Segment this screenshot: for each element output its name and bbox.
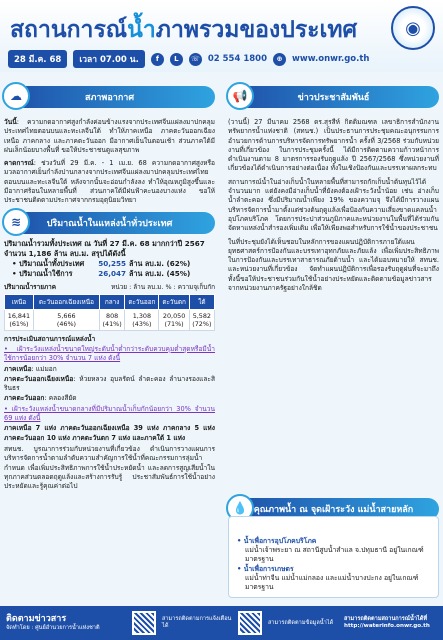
watch-large-link[interactable]: • เฝ้าระวังแหล่งน้ำขนาดใหญ่ระดับน้ำต่ำกว่าระดับควบคุมต่ำสุดหรือมีน้ำใช้การน้อยกว่า 30% จำนวน 7 แห่ง ดังนี้ — [4, 344, 215, 363]
megaphone-icon: 📢 — [226, 82, 254, 110]
total-line-2: จำนวน 1,186 ล้าน ลบ.ม. สรุปได้ดังนี้ — [4, 248, 126, 258]
cloud-sun-icon: ☁ — [2, 82, 30, 110]
header — [0, 0, 443, 72]
weather-heading: สภาพอากาศ — [84, 93, 135, 103]
right-column — [228, 86, 439, 293]
weather-today: วันนี้: ความกดอากาศสูงกำลังค่อนข้างแรงจากประเทศจีนแผ่ลงมาปกคลุมประเทศไทยตอนบนและทะเลจีนใต้ ทำให้ภาคเหนือ ภาคตะวันออกเฉียงเหนือ ภาคกลาง และภาคตะวันออก มีอากาศเย็นในตอนเช้า ส่วนภาคใต้มีฝนเล็กน้อยบางพื้นที่ ขอให้ประชาชนดูแลสุขภาพ — [4, 118, 215, 154]
scan-text-2: สามารถติดตามข้อมูลน้ำได้ — [268, 619, 334, 626]
water-quality-card — [228, 516, 439, 598]
news-paragraph-2: สถานการณ์น้ำในอ่างเก็บน้ำในหลายพื้นที่สามารถกักเก็บน้ำต้นทุนไว้ได้จำนวนมาก แต่ยังคงมีอ่างเก็บน้ำที่ยังคงต้องเฝ้าระวังน้ำน้อย เช่น อ่างเก็บน้ำลำตะคอง ซึ่งมีปริมาณน้ำเพียง 19% ของความจุ จึงได้มีการวางแผนบริหารจัดการน้ำมาตั้งแต่ช่วงต้นฤดูแล้งเพื่อป้องกันความเสี่ยงขาดแคลนน้ำอุปโภคบริโภค โดยการประปาส่วนภูมิภาคและหน่วยงานในพื้นที่ได้ร่วมกันจัดหาแหล่งน้ำสำรองเพิ่มเติม เพื่อให้เพียงพอสำหรับการใช้น้ำของประชาชน — [228, 177, 439, 233]
total-line-1: ปริมาณน้ำรวมทั้งประเทศ ณ วันที่ 27 มี.ค. 68 มากกว่าปี 2567 — [4, 238, 205, 248]
dam-icon: ≋ — [2, 208, 30, 236]
phone-icon: ☏ — [189, 53, 202, 66]
left-column — [4, 86, 215, 491]
phone-number[interactable]: 02 554 1800 — [207, 54, 267, 64]
facebook-icon[interactable]: f — [151, 53, 164, 66]
table-header-row: เหนือ ตะวันออกเฉียงเหนือ กลาง ตะวันออก ตะวันตก ใต้ — [5, 294, 215, 309]
consumption-text: แม่น้ำเจ้าพระยา ณ สถานีสูบน้ำสำแล จ.ปทุมธานี อยู่ในเกณฑ์มาตรฐาน — [245, 546, 424, 564]
footer-brand: ติดตามข่าวสาร จัดทำโดย : ศูนย์อำนวยการน้ำแห่งชาติ — [6, 614, 100, 631]
stat-row-total: • ปริมาณน้ำทั้งประเทศ 50,255 ล้าน ลบ.ม. (62%) — [12, 258, 191, 268]
line-icon[interactable]: L — [170, 53, 183, 66]
closing-text: สทนช. บูรณาการร่วมกับหน่วยงานที่เกี่ยวข้อง ดำเนินการวางแผนการบริหารจัดการน้ำตามลำดับความสำคัญการใช้น้ำที่คณะกรรมการลุ่มน้ำกำหนด เพื่อเพิ่มประสิทธิภาพการใช้น้ำประหยัดน้ำ และลดการสูญเสียน้ำในทุกภาคส่วนตลอดฤดูแล้งและสร้างการรับรู้ ประชาสัมพันธ์การใช้น้ำอย่างประหยัดและรู้คุณค่าต่อไป — [4, 444, 215, 491]
water-drop-icon: 💧 — [226, 494, 254, 522]
agriculture-label: • น้ำเพื่อการเกษตร — [237, 564, 294, 573]
table-row: 16,841 (61%) 5,666 (46%) 808 (41%) 1,308 (43%) 20,050 (71%) 5,582 (72%) — [5, 309, 215, 330]
regional-water-table — [4, 294, 215, 331]
watch-regions: ภาคเหนือ 7 แห่ง ภาคตะวันออกเฉียงเหนือ 39 แห่ง ภาคกลาง 5 แห่ง ภาคตะวันออก 10 แห่ง ภาคตะวันตก 7 แห่ง และภาคใต้ 1 แห่ง — [4, 424, 215, 442]
qr-code-icon[interactable] — [132, 611, 156, 635]
website-link[interactable]: www.onwr.go.th — [292, 54, 370, 64]
watch-north: ภาคเหนือ: แม่มอก — [4, 364, 57, 373]
page-title: สถานการณ์น้ำภาพรวมของประเทศ — [10, 17, 358, 43]
reservoir-banner — [4, 212, 215, 234]
news-paragraph-1: (วานนี้) 27 มีนาคม 2568 ดร.สุรสีห์ กิตติมณฑล เลขาธิการสำนักงานทรัพยากรน้ำแห่งชาติ (สทนช.) เป็นประธานการประชุมคณะอนุกรรมการอำนวยการด้านการบริหารจัดการทรัพยากรน้ำ ครั้งที่ 3/2568 ร่วมกับหน่วยงานที่เกี่ยวข้อง ในการประชุมครั้งนี้ ได้มีการติดตามความก้าวหน้าการดำเนินงานตาม 8 มาตรการรองรับฤดูแล้ง ปี 2567/2568 ซึ่งหน่วยงานที่เกี่ยวข้องได้ดำเนินการอย่างต่อเนื่อง ทั้งในเชิงป้องกันและบรรเทาผลกระทบ — [228, 118, 439, 173]
watch-northeast: ภาคตะวันออกเฉียงเหนือ: ห้วยหลวง อุบลรัตน์ ลำตะคอง ลำนางรองและสิรินธร — [4, 374, 215, 393]
weather-forecast: คาดการณ์: ช่วงวันที่ 29 มี.ค. - 1 เม.ย. 68 ความกดอากาศสูงหรือมวลอากาศเย็นกำลังปานกลางจากประเทศจีนแผ่ลงมาปกคลุมประเทศไทยตอนบนและทะเลจีนใต้ หลังจากนั้นจะอ่อนกำลังลง ทำให้อุณหภูมิสูงขึ้นและมีอากาศร้อนในหลายพื้นที่ ส่วนภาคใต้มีฝนฟ้าคะนองบางแห่ง ขอให้ประชาชนติดตามประกาศจากกรมอุตุนิยมวิทยา — [4, 159, 215, 205]
news-banner — [228, 86, 439, 108]
scan-text-1: สามารถติดตามการแจ้งเตือนได้ — [162, 616, 232, 629]
agriculture-text: แม่น้ำท่าจีน แม่น้ำแม่กลอง และแม่น้ำบางปะกง อยู่ในเกณฑ์มาตรฐาน — [245, 573, 419, 592]
date-bar — [8, 50, 369, 68]
weather-banner — [4, 86, 215, 108]
time-badge: เวลา 07.00 น. — [73, 50, 145, 68]
footer — [0, 606, 443, 640]
onwr-logo-icon: ◉ — [391, 6, 435, 50]
stat-row-usable: • ปริมาณน้ำใช้การ 26,047 ล้าน ลบ.ม. (45%) — [12, 268, 191, 278]
footer-site[interactable]: สามารถติดตามสถานการณ์น้ำได้ที่ http://waterinfo.onwr.go.th — [344, 616, 430, 629]
reservoir-heading: ปริมาณน้ำในแหล่งน้ำทั่วประเทศ — [46, 218, 173, 229]
quality-heading: คุณภาพน้ำ ณ จุดเฝ้าระวัง แม่น้ำสายหลัก — [253, 505, 414, 515]
qr-code-icon[interactable] — [238, 611, 262, 635]
news-heading: ข่าวประชาสัมพันธ์ — [297, 93, 370, 103]
globe-icon: ⊕ — [273, 53, 286, 66]
watch-east: ภาคตะวันออก: คลองสียัด — [4, 394, 77, 403]
table-caption: ปริมาณน้ำรายภาค หน่วย : ล้าน ลบ.ม. % : ความจุเก็บกัก — [4, 282, 215, 291]
assessment-heading: การประเมินสถานการณ์แหล่งน้ำ — [4, 334, 96, 343]
date-badge: 28 มี.ค. 68 — [8, 50, 67, 68]
watch-medium-link[interactable]: • เฝ้าระวังแหล่งน้ำขนาดกลางที่มีปริมาณน้ำเก็บกักน้อยกว่า 30% จำนวน 69 แห่ง ดังนี้ — [4, 404, 215, 423]
consumption-label: • น้ำเพื่อการอุปโภคบริโภค — [237, 537, 317, 545]
news-paragraph-3: ในที่ประชุมยังได้เห็นชอบในหลักการของแผนปฏิบัติการภายใต้แผนยุทธศาสตร์การป้องกันและบรรเทาอุทกภัยและภัยแล้ง เพื่อเพิ่มประสิทธิภาพในการป้องกันและบรรเทาสาธารณภัยด้านน้ำ และได้มอบหมายให้ สทนช. และหน่วยงานที่เกี่ยวข้อง จัดทำแผนปฏิบัติการเพื่อรองรับฤดูฝนที่จะมาถึง ทั้งนี้ขอให้ประชาชนร่วมกันใช้น้ำอย่างประหยัดและติดตามข้อมูลข่าวสารจากหน่วยงานภาครัฐอย่างใกล้ชิด — [228, 237, 439, 293]
